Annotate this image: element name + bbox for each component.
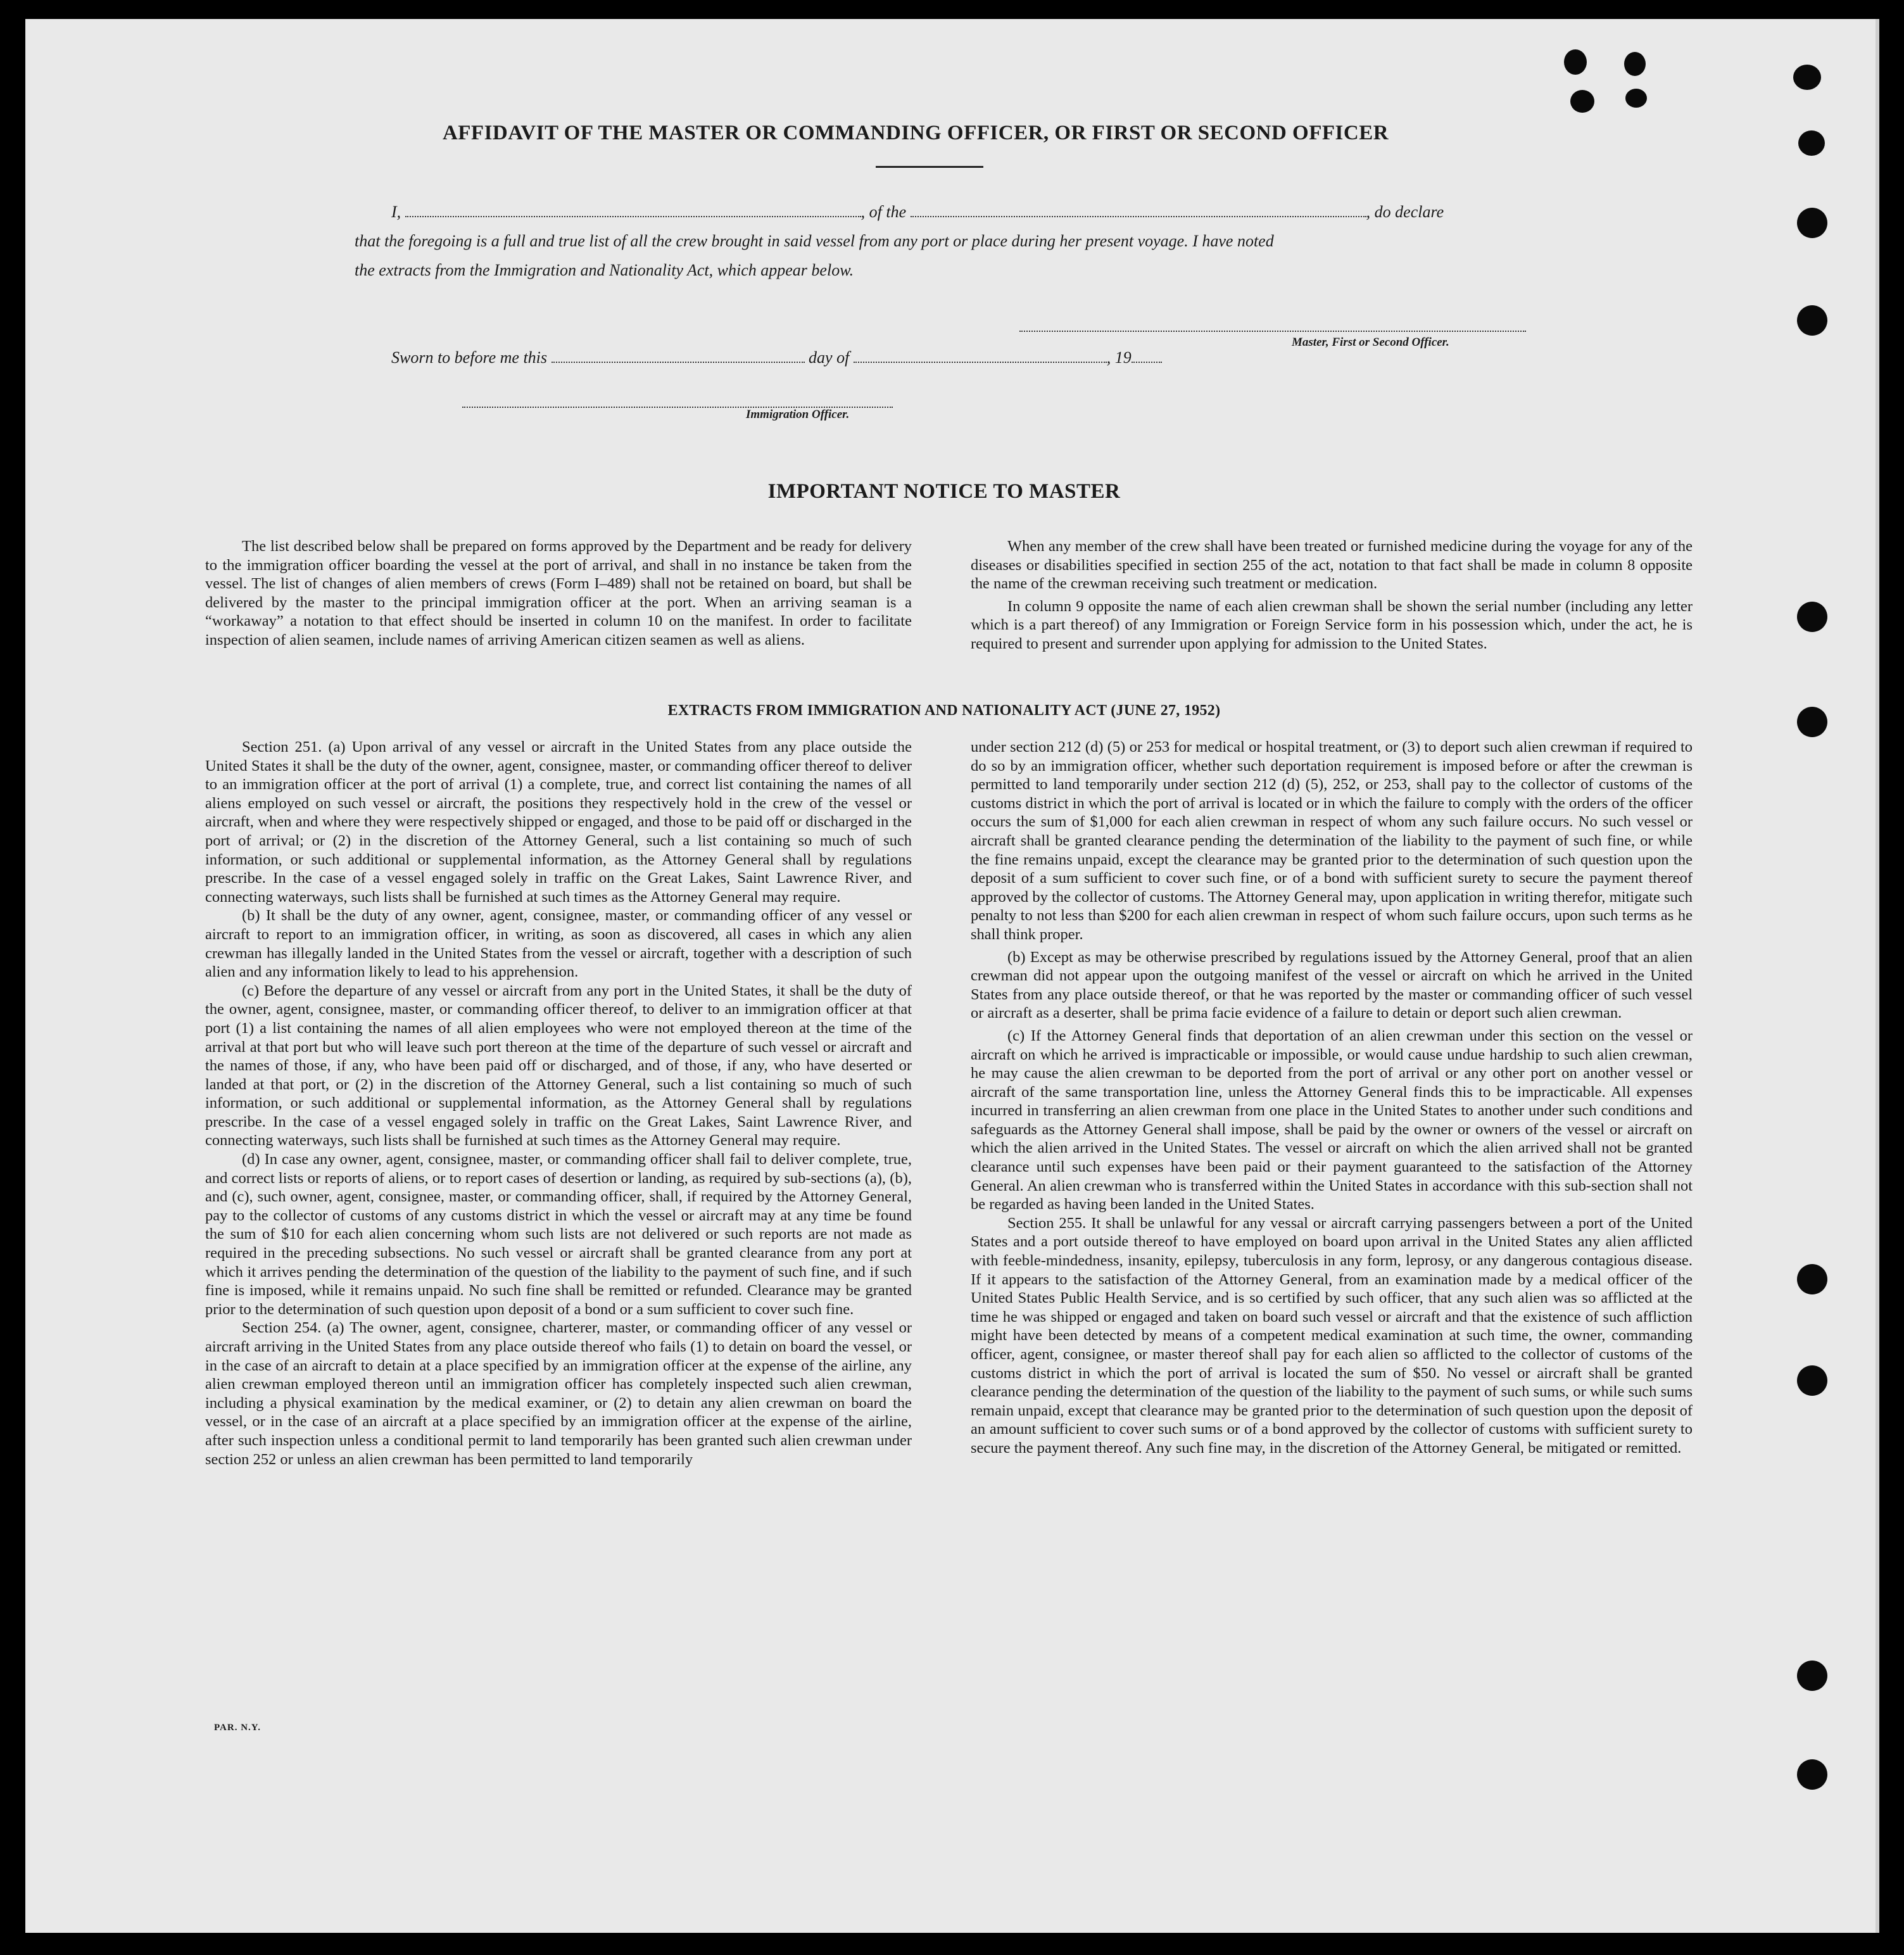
sworn-label: Sworn to before me this (391, 348, 548, 367)
punch-hole-icon (1797, 1264, 1827, 1294)
section-251c: (c) Before the departure of any vessel or aircraft from any port in the United States, it shall be the duty of the owner, agent, consignee, master, or commanding officer thereof, to deliver to an immigration officer at that port (1) a list containing the names of all alien employees who were not employed thereon at the time of the arrival at that port but who will leave such port thereon at the time of the departure of such vessel or aircraft and the names of those, if any, who have been paid off or discharged, and of those, if any, who have deserted or landed at that port, or (2) in the discretion of the Attorney General, such a list containing so much of such information, or such additional or supplemental information, as the Attorney General shall by regulations prescribe. In the case of a vessel engaged solely in traffic on the Great Lakes, Saint Lawrence River, and connecting waterways, such lists shall be furnished at such times as the Attorney General may require. (205, 982, 912, 1149)
affidavit-title: AFFIDAVIT OF THE MASTER OR COMMANDING OFFICER, OR FIRST OR SECOND OFFICER (442, 122, 1389, 144)
notice-left-text: The list described below shall be prepared on forms approved by the Department and be ready for delivery to the immigration officer boarding the vessel at the port of arrival, and shall in no instance be taken from the vessel. The list of changes of alien members of crews (Form I–489) shall not be retained on board, but shall be delivered by the master to the principal immigration officer at the port. When an arriving seaman is a “workaway” a notation to that effect should be inserted in column 10 on the manifest. In order to facilitate inspection of alien seamen, include names of arriving American citizen seamen as well as aliens. (205, 538, 912, 649)
sworn-year-field[interactable] (1132, 348, 1162, 363)
extracts-left-column (205, 738, 912, 1469)
extracts-title: EXTRACTS FROM IMMIGRATION AND NATIONALITY ACT (JUNE 27, 1952) (667, 702, 1221, 719)
of-the-label: , of the (861, 203, 907, 221)
punch-hole-icon (1797, 305, 1827, 336)
punch-hole-icon (1570, 90, 1594, 113)
punch-hole-icon (1797, 1661, 1827, 1691)
declaration-line-3: the extracts from the Immigration and Nationality Act, which appear below. (355, 261, 854, 279)
declarant-name-field[interactable] (405, 202, 861, 217)
master-signature-field[interactable] (1019, 317, 1526, 332)
punch-hole-icon (1564, 49, 1587, 75)
section-254a: Section 254. (a) The owner, agent, consignee, charterer, master, or commanding officer of any vessel or aircraft arriving in the United States from any place outside thereof who fails (1) to detain on board the vessel, or in the case of an aircraft to detain at a place specified by an immigration officer at the expense of the airline, any alien crewman employed thereon until an immigration officer has completely inspected such alien crewman, including a physical examination by the medical examiner, or (2) to detain any alien crewman on board the vessel, or in the case of an aircraft at a place specified by an immigration officer at the expense of the airline, after such inspection unless a conditional permit to land temporarily has been granted such alien crewman under section 252 or unless an alien crewman has been permitted to land temporarily (205, 1319, 912, 1468)
extracts-right-column (971, 738, 1693, 1458)
section-255: Section 255. It shall be unlawful for any vessal or aircraft carrying passengers between a port of the United States and a port outside thereof to have employed on board upon arrival in the United States any alien afflicted with feeble-mindedness, insanity, epilepsy, tuberculosis in any form, leprosy, or any dangerous contagious disease. If it appears to the satisfaction of the Attorney General, from an examination made by a medical officer of the United States Public Health Service, and is so certified by such officer, that any such alien was so afflicted at the time he was shipped or engaged and taken on board such vessel or aircraft and that the existence of such affliction might have been detected by means of a competent medical examination at such time, the owner, commanding officer, agent, consignee, or master thereof shall pay for each alien so afflicted to the collector of customs of the customs district in which the port of arrival is located the sum of $50. No vessel or aircraft shall be granted clearance pending the determination of the question of the liability to the payment of such sums, or while such sums remain unpaid, except that clearance may be granted prior to the determination of such question upon the deposit of an amount sufficient to cover such sums or of a bond approved by the collector of customs with sufficient surety to secure the payment thereof. Any such fine may, in the discretion of the Attorney General, be mitigated or remitted. (971, 1214, 1693, 1457)
form-page (25, 19, 1879, 1933)
vessel-name-field[interactable] (911, 202, 1366, 217)
master-signature-label: Master, First or Second Officer. (1292, 336, 1449, 349)
punch-hole-icon (1797, 208, 1827, 238)
declaration-line-1 (391, 198, 1444, 227)
punch-hole-icon (1797, 602, 1827, 632)
printer-mark: PAR. N.Y. (214, 1723, 262, 1733)
section-254b: (b) Except as may be otherwise prescribed by regulations issued by the Attorney General, proof that an alien crewman did not appear upon the outgoing manifest of the vessel or aircraft on which he arrived in the United States from any place outside thereof, or that he was reported by the master or commanding officer of such vessel or aircraft as a deserter, shall be prima facie evidence of a failure to detain or deport such alien crewman. (971, 948, 1693, 1022)
officer-signature-label: Immigration Officer. (746, 408, 850, 421)
notice-right-text-1: When any member of the crew shall have been treated or furnished medicine during the voyage for any of the diseases or disabilities specified in section 255 of the act, notation to that fact shall be made in column 8 opposite the name of the crewman receiving such treatment or medication. (971, 538, 1693, 593)
section-251a: Section 251. (a) Upon arrival of any vessel or aircraft in the United States from any place outside the United States it shall be the duty of the owner, agent, consignee, master, or commanding officer thereof to deliver to an immigration officer at the port of arrival (1) a complete, true, and correct list containing the names of all aliens employed on such vessel or aircraft, the positions they respectively hold in the crew of the vessel or aircraft, when and where they were respectively shipped or engaged, and those to be paid off or discharged in the port of arrival; or (2) in the discretion of the Attorney General, such a list containing so much of such information, or such additional or supplemental information, as the Attorney General shall by regulations prescribe. In the case of a vessel engaged solely in traffic on the Great Lakes, Saint Lawrence River, and connecting waterways, such lists shall be furnished at such times as the Attorney General may require. (205, 738, 912, 906)
section-251b: (b) It shall be the duty of any owner, agent, consignee, master, or commanding officer of any vessel or aircraft to report to an immigration officer, in writing, as soon as discovered, all cases in which any alien crewman has illegally landed in the United States from the vessel or aircraft, together with a description of such alien and any information likely to lead to his apprehension. (205, 907, 912, 981)
sworn-month-field[interactable] (854, 348, 1107, 363)
punch-hole-icon (1797, 1759, 1827, 1790)
notice-left-column (205, 537, 912, 650)
punch-hole-icon (1625, 89, 1647, 108)
punch-hole-icon (1624, 52, 1646, 76)
declarant-pronoun: I, (391, 203, 401, 221)
sworn-line (391, 343, 1162, 372)
do-declare-label: , do declare (1366, 203, 1444, 221)
punch-hole-icon (1797, 1365, 1827, 1396)
section-254a-continued: under section 212 (d) (5) or 253 for medical or hospital treatment, or (3) to deport such alien crewman if required to do so by an immigration officer, whether such deportation requirement is imposed before or after the crewman is permitted to land temporarily under section 212 (d) (5), 252, or 253, shall pay to the collector of customs of the customs district in which the port of arrival is located or in which the failure to comply with the orders of the officer occurs the sum of $1,000 for each alien crewman in respect of whom any such failure occurs. No such vessel or aircraft shall be granted clearance pending the determination of the liability to the payment of such fine, or while the fine remains unpaid, except the clearance may be granted prior to the determination of such question upon the deposit of a sum sufficient to cover such fine, or of a bond with sufficient surety to secure the payment thereof approved by the collector of customs. The Attorney General may, upon application in writing therefor, mitigate such penalty to not less than $200 for each alien crewman in respect of whom such failure occurs, upon such terms as he shall think proper. (971, 738, 1693, 943)
sworn-day-field[interactable] (552, 348, 805, 363)
notice-title: IMPORTANT NOTICE TO MASTER (767, 480, 1121, 503)
declaration-line-2: that the foregoing is a full and true list of all the crew brought in said vessel from any port or place during her present voyage. I have noted (355, 232, 1274, 250)
notice-right-column (971, 537, 1693, 654)
title-underline (876, 166, 983, 168)
day-of-label: day of (809, 348, 850, 367)
punch-hole-icon (1793, 65, 1821, 90)
section-251d: (d) In case any owner, agent, consignee, master, or commanding officer shall fail to deliver complete, true, and correct lists or reports of aliens, or to report cases of desertion or landing, as required by sub-sections (a), (b), and (c), such owner, agent, consignee, master, or commanding officer, shall, if required by the Attorney General, pay to the collector of customs of any customs district in which the vessel or aircraft may at any time be found the sum of $10 for each alien concerning whom such lists are not delivered or such reports are not made as required in the preceding subsections. No such vessel or aircraft shall be granted clearance from any port at which it arrives pending the determination of the question of the liability to the payment of such fine, and if such fine is imposed, while it remains unpaid. No such fine shall be remitted or refunded. Clearance may be granted prior to the determination of such question upon deposit of a bond or a sum sufficient to cover such fine. (205, 1151, 912, 1318)
section-254c: (c) If the Attorney General finds that deportation of an alien crewman under this section on the vessel or aircraft on which he arrived is impracticable or impossible, or would cause undue hardship to such alien crewman, he may cause the alien crewman to be deported from the port of arrival or any other port on another vessel or aircraft of the same transportation line, unless the Attorney General finds this to be impracticable. All expenses incurred in transferring an alien crewman from one place in the United States to another under such conditions and safeguards as the Attorney General shall impose, shall be paid by the owner or owners of the vessel or aircraft on which the alien arrived in the United States. The vessel or aircraft on which the alien arrived shall not be granted clearance until such expenses have been paid or their payment guaranteed to the satisfaction of the Attorney General. An alien crewman who is transferred within the United States in accordance with this sub-section shall not be regarded as having been landed in the United States. (971, 1027, 1693, 1213)
year-prefix-label: , 19 (1106, 348, 1132, 367)
notice-right-text-2: In column 9 opposite the name of each alien crewman shall be shown the serial number (including any letter which is a part thereof) of any Immigration or Foreign Service form in his possession which, under the act, he is required to present and surrender upon applying for admission to the United States. (971, 597, 1693, 652)
officer-signature-field[interactable] (462, 393, 893, 408)
